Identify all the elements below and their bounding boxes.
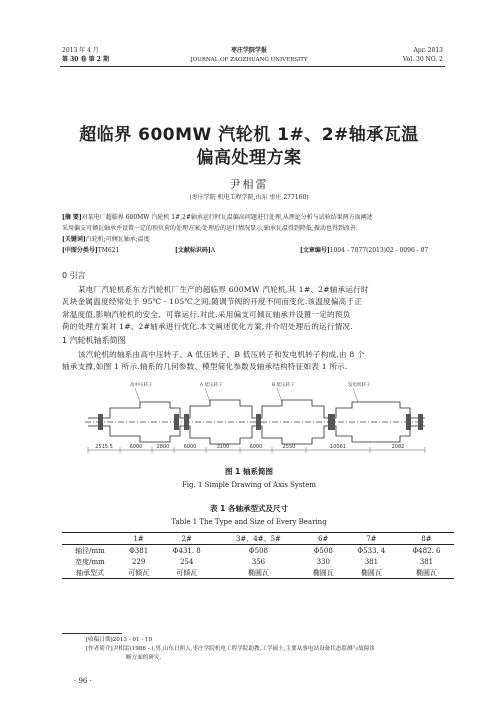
figure-dimension: 10061 bbox=[330, 444, 346, 450]
figure-dimension: 2800 bbox=[156, 444, 170, 450]
table-row bbox=[62, 556, 454, 567]
figure-caption-cn: 图 1 轴系简图 bbox=[225, 467, 273, 476]
clc: TM621 bbox=[97, 247, 120, 254]
table-cell: 椭圆瓦 bbox=[247, 568, 269, 577]
footnote-rule bbox=[62, 633, 122, 634]
table-cell: 381 bbox=[419, 557, 434, 566]
author: 尹相雷 bbox=[229, 178, 269, 191]
figure-caption-en: Fig. 1 Simple Drawing of Axis System bbox=[181, 481, 317, 489]
intro-line: 瓦块金属温度经常处于 95℃ - 105℃之间,随调节阀的开度不同而变化.该温度偏高于正 bbox=[62, 297, 362, 307]
table-cell: 椭圆瓦 bbox=[415, 568, 437, 577]
table-cell: 254 bbox=[180, 557, 194, 566]
figure-dimension: 2550 bbox=[282, 444, 296, 450]
bearing-table bbox=[62, 532, 454, 579]
page-number: · 96 · bbox=[74, 677, 92, 685]
table-cell: 椭圆瓦 bbox=[312, 568, 334, 577]
figure-dimension: 6000 bbox=[249, 444, 263, 450]
section-1-title: 1 汽轮机轴系简图 bbox=[62, 336, 126, 345]
table-header-cell: 7# bbox=[366, 534, 377, 543]
table-cell: Φ482. 6 bbox=[412, 546, 441, 555]
table-header-cell bbox=[62, 533, 118, 545]
table-cell: 330 bbox=[316, 557, 330, 566]
table-cell: Φ508 bbox=[313, 546, 333, 555]
title-line-1: 超临界 600MW 汽轮机 1#、2#轴承瓦温 bbox=[79, 125, 419, 145]
figure-rotor-label: A 低压转子 bbox=[200, 383, 223, 388]
table-cell: Φ533. 4 bbox=[357, 546, 386, 555]
table-caption-en: Table 1 The Type and Size of Every Bearing bbox=[171, 518, 327, 526]
header-volume: 第 30 卷 第 2 期 bbox=[62, 56, 109, 63]
figure-rotor-label: 高中压转子 bbox=[130, 383, 153, 388]
article-line bbox=[300, 245, 428, 256]
table-header-cell: 1# bbox=[133, 534, 144, 543]
keywords: 汽轮机;可倾瓦轴承;温度 bbox=[85, 236, 150, 243]
doccode-label: [文献标识码] bbox=[175, 247, 211, 254]
figure-dimension: 2515.5 bbox=[95, 444, 113, 450]
table-row bbox=[62, 545, 454, 557]
header-journal-cn: 枣庄学院学报 bbox=[230, 47, 267, 54]
header-journal-en: JOURNAL OF ZAOZHUANG UNIVERSITY bbox=[190, 57, 308, 63]
keywords-label: [关键词] bbox=[62, 236, 86, 243]
author-bio-1: [作者简介]尹相雷(1986 - ),男,山东日照人,枣庄学院机电工程学院助教,工学硕士,主要从事电站设备状态监测与故障诊 bbox=[86, 646, 376, 652]
intro-line: 常温度值,影响汽轮机的安全、可靠运行.对此,采用偏支可倾瓦轴承并设置一定的预负 bbox=[62, 309, 351, 319]
table-header-cell: 6# bbox=[318, 534, 329, 543]
footnote bbox=[86, 636, 456, 663]
table-row bbox=[62, 567, 454, 579]
header-vol-en: Vol. 30 NO. 2 bbox=[402, 56, 443, 63]
table-header-row bbox=[62, 533, 454, 545]
section-0-title: 0 引言 bbox=[62, 271, 86, 280]
intro-paragraph bbox=[62, 284, 454, 333]
article-no: 1004 - 7077(2013)02 - 0096 - 07 bbox=[329, 247, 429, 254]
s1-line: 该汽轮机的轴系由高中压转子、A 低压转子、B 低压转子和发电机转子构成,由 8 个 bbox=[78, 350, 365, 359]
abstract bbox=[62, 212, 452, 245]
header-rule bbox=[60, 66, 445, 67]
table-header-cell: 8# bbox=[421, 534, 432, 543]
affiliation: (枣庄学院 机电工程学院,山东 枣庄 277160) bbox=[189, 194, 309, 201]
article-label: [文章编号] bbox=[300, 247, 330, 254]
intro-line: 荷的处理方案对 1#、2#轴承进行优化.本文阐述优化方案,并介绍处理后的运行情况. bbox=[62, 321, 353, 331]
intro-line: 某电厂汽轮机系东方汽轮机厂生产的超临界 600MW 汽轮机,其 1#、2#轴承运行时 bbox=[78, 285, 369, 294]
header-month: Apr. 2013 bbox=[413, 47, 443, 54]
table-cell: Φ508 bbox=[248, 546, 268, 555]
author-bio-2: 断方面的研究. bbox=[126, 655, 162, 661]
table-cell: 229 bbox=[131, 557, 146, 566]
doccode: A bbox=[210, 247, 216, 254]
table-cell: 可倾瓦 bbox=[128, 568, 150, 577]
clc-line bbox=[62, 245, 119, 256]
table-cell: 381 bbox=[364, 557, 379, 566]
abstract-label: [摘 要] bbox=[62, 214, 82, 221]
s1-line: 轴承支撑,如图 1 所示.轴系的几何参数、模型简化参数及轴承结构特征如表 1 所示. bbox=[62, 362, 348, 372]
received-date: [收稿日期]2013 - 01 - 10 bbox=[86, 637, 153, 643]
axis-system-figure bbox=[80, 378, 450, 456]
table-cell: 可倾瓦 bbox=[176, 568, 198, 577]
header-date: 2013 年 4 月 bbox=[62, 47, 99, 54]
table-cell: Φ431. 8 bbox=[172, 546, 201, 555]
figure-dimension: 2082 bbox=[391, 444, 405, 450]
clc-label: [中图分类号] bbox=[62, 247, 98, 254]
figure-dimension: 6000 bbox=[183, 444, 197, 450]
doccode-line bbox=[175, 245, 215, 256]
figure-rotor-label: B 低压转子 bbox=[272, 383, 295, 388]
table-cell: 宽度/mm bbox=[75, 557, 105, 566]
table-cell: 椭圆瓦 bbox=[360, 568, 382, 577]
table-header-cell: 3#、4#、5# bbox=[235, 534, 281, 543]
table-header-cell: 2# bbox=[181, 534, 192, 543]
table-cell: 356 bbox=[251, 557, 266, 566]
figure-dimension: 6000 bbox=[129, 444, 143, 450]
table-cell: 轴承型式 bbox=[76, 568, 104, 577]
table-cell: 轴径/mm bbox=[75, 546, 105, 555]
table-cell: Φ381 bbox=[129, 546, 149, 555]
table-caption-cn: 表 1 各轴承型式及尺寸 bbox=[210, 504, 288, 513]
title-line-2: 偏高处理方案 bbox=[196, 148, 302, 168]
s1-paragraph bbox=[62, 349, 454, 374]
abstract-text-2: 采用偏支可倾瓦轴承并设置一定的预负荷的处理方案;处理后的运行情况显示,轴承瓦温得到降低,振动也得到改善. bbox=[62, 225, 358, 232]
figure-dimension: 3100 bbox=[216, 444, 230, 450]
figure-rotor-label: 发电机转子 bbox=[348, 383, 371, 388]
abstract-text-1: 对某电厂超临界 600MW 汽轮机 1#,2#轴承运行时瓦温偏高问题进行处理,从理论分析与试验结果两方面阐述 bbox=[81, 214, 373, 221]
